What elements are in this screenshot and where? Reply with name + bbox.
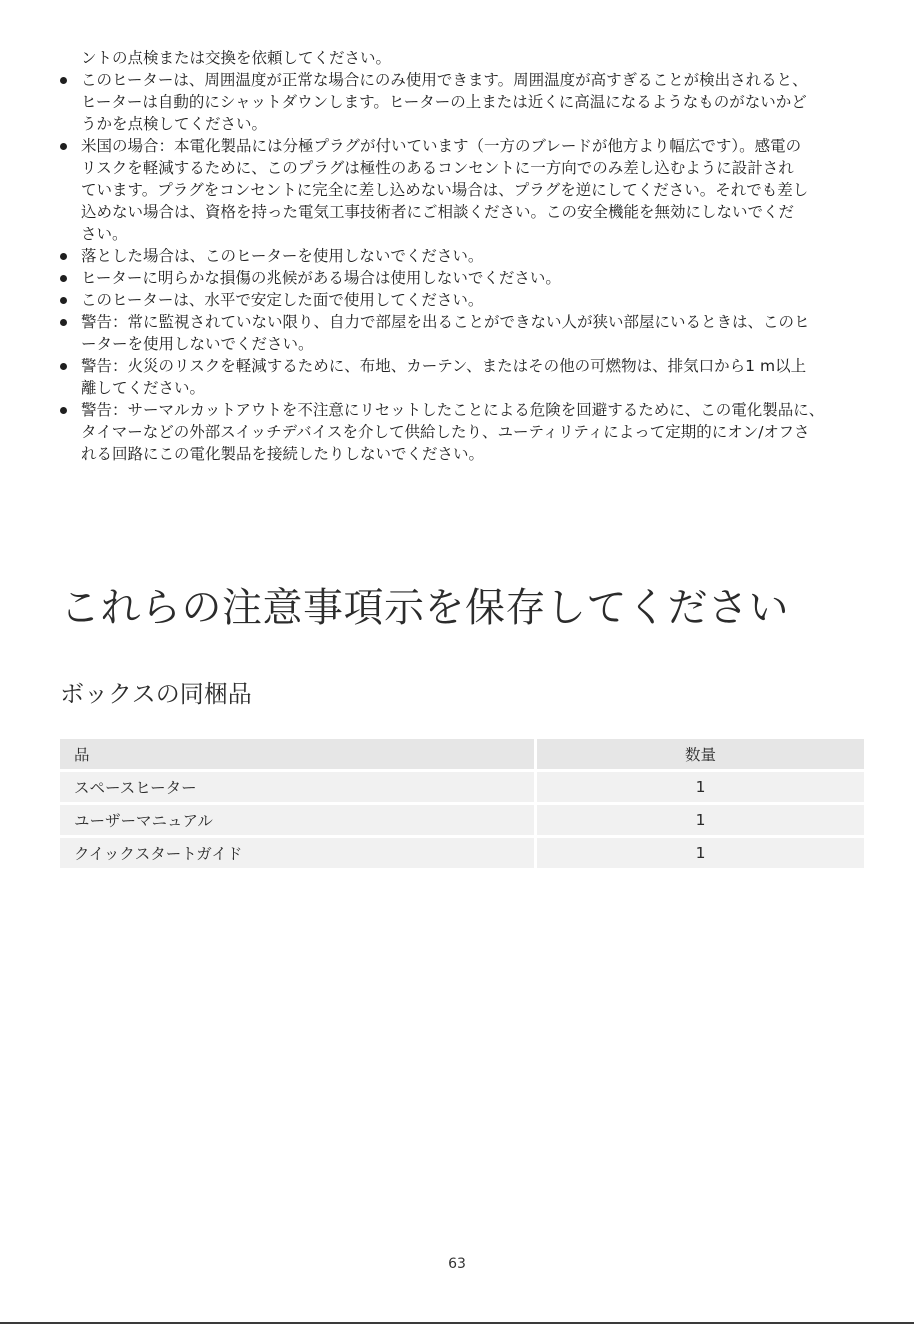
table-row	[60, 838, 864, 868]
table-row	[60, 805, 864, 835]
bullet-line: リスクを軽減するために、このプラグは極性のあるコンセントに一方向でのみ差し込むように設計され	[81, 159, 794, 177]
item-cell: クイックスタートガイド	[60, 838, 537, 868]
item-cell: ユーザーマニュアル	[60, 805, 537, 835]
bullet-dot-icon	[60, 319, 67, 326]
bullet-line: ヒーターに明らかな損傷の兆候がある場合は使用しないでください。	[81, 269, 561, 287]
bullet-dot-icon	[60, 407, 67, 414]
safety-bullet-item	[56, 267, 868, 289]
page-number: 63	[448, 1256, 466, 1272]
bullet-line: 警告：サーマルカットアウトを不注意にリセットしたことによる危険を回避するために、この電化製品に、	[81, 401, 825, 419]
bullet-line: ーターを使用しないでください。	[81, 335, 314, 353]
bullet-dot-icon	[60, 77, 67, 84]
bullet-line: ています。プラグをコンセントに完全に差し込めない場合は、プラグを逆にしてください。それでも差し	[81, 181, 809, 199]
table-header-row	[60, 739, 864, 769]
bullet-line: うかを点検してください。	[81, 115, 268, 133]
bullet-line: このヒーターは、水平で安定した面で使用してください。	[81, 291, 484, 309]
bullet-line: ヒーターは自動的にシャットダウンします。ヒーターの上または近くに高温になるようなものがないかど	[81, 93, 807, 111]
bullet-line: 警告：常に監視されていない限り、自力で部屋を出ることができない人が狭い部屋にいるときは、このヒ	[81, 313, 810, 331]
bullet-line: 警告：火災のリスクを軽減するために、布地、カーテン、またはその他の可燃物は、排気口から1 m以上	[81, 357, 807, 375]
item-cell: スペースヒーター	[60, 772, 537, 802]
bullet-dot-icon	[60, 363, 67, 370]
quantity-cell: 1	[537, 838, 864, 868]
safety-bullet-item	[56, 245, 868, 267]
continuation-text: ントの点検または交換を依頼してください。	[81, 49, 392, 67]
bullet-line: 込めない場合は、資格を持った電気工事技術者にご相談ください。この安全機能を無効にしないでくだ	[81, 203, 795, 221]
table-row	[60, 772, 864, 802]
quantity-cell: 1	[537, 772, 864, 802]
bullet-dot-icon	[60, 275, 67, 282]
safety-bullet-item	[56, 69, 868, 135]
bullet-line: タイマーなどの外部スイッチデバイスを介して供給したり、ユーティリティによって定期的にオン/オフさ	[81, 423, 810, 441]
bullet-line: さい。	[81, 225, 128, 243]
safety-bullet-item	[56, 289, 868, 311]
bullet-line: 米国の場合：本電化製品には分極プラグが付いています（一方のブレードが他方より幅広です）。感電の	[81, 137, 802, 155]
safety-bullet-list	[56, 69, 868, 465]
safety-bullet-item	[56, 399, 868, 465]
safety-bullet-item	[56, 355, 868, 399]
item-column-header: 品	[60, 739, 537, 769]
box-contents-heading: ボックスの同梱品	[60, 680, 252, 708]
save-instructions-heading: これらの注意事項示を保存してください	[60, 585, 789, 631]
bullet-dot-icon	[60, 253, 67, 260]
bullet-dot-icon	[60, 297, 67, 304]
bullet-dot-icon	[60, 143, 67, 150]
bullet-line: 離してください。	[81, 379, 206, 397]
bullet-line: このヒーターは、周囲温度が正常な場合にのみ使用できます。周囲温度が高すぎることが検出されると、	[81, 71, 808, 89]
safety-bullet-item	[56, 311, 868, 355]
bullet-line: れる回路にこの電化製品を接続したりしないでください。	[81, 445, 485, 463]
safety-bullet-item	[56, 135, 868, 245]
quantity-cell: 1	[537, 805, 864, 835]
quantity-column-header: 数量	[537, 739, 864, 769]
bullet-line: 落とした場合は、このヒーターを使用しないでください。	[81, 247, 484, 265]
box-contents-table	[60, 736, 864, 871]
